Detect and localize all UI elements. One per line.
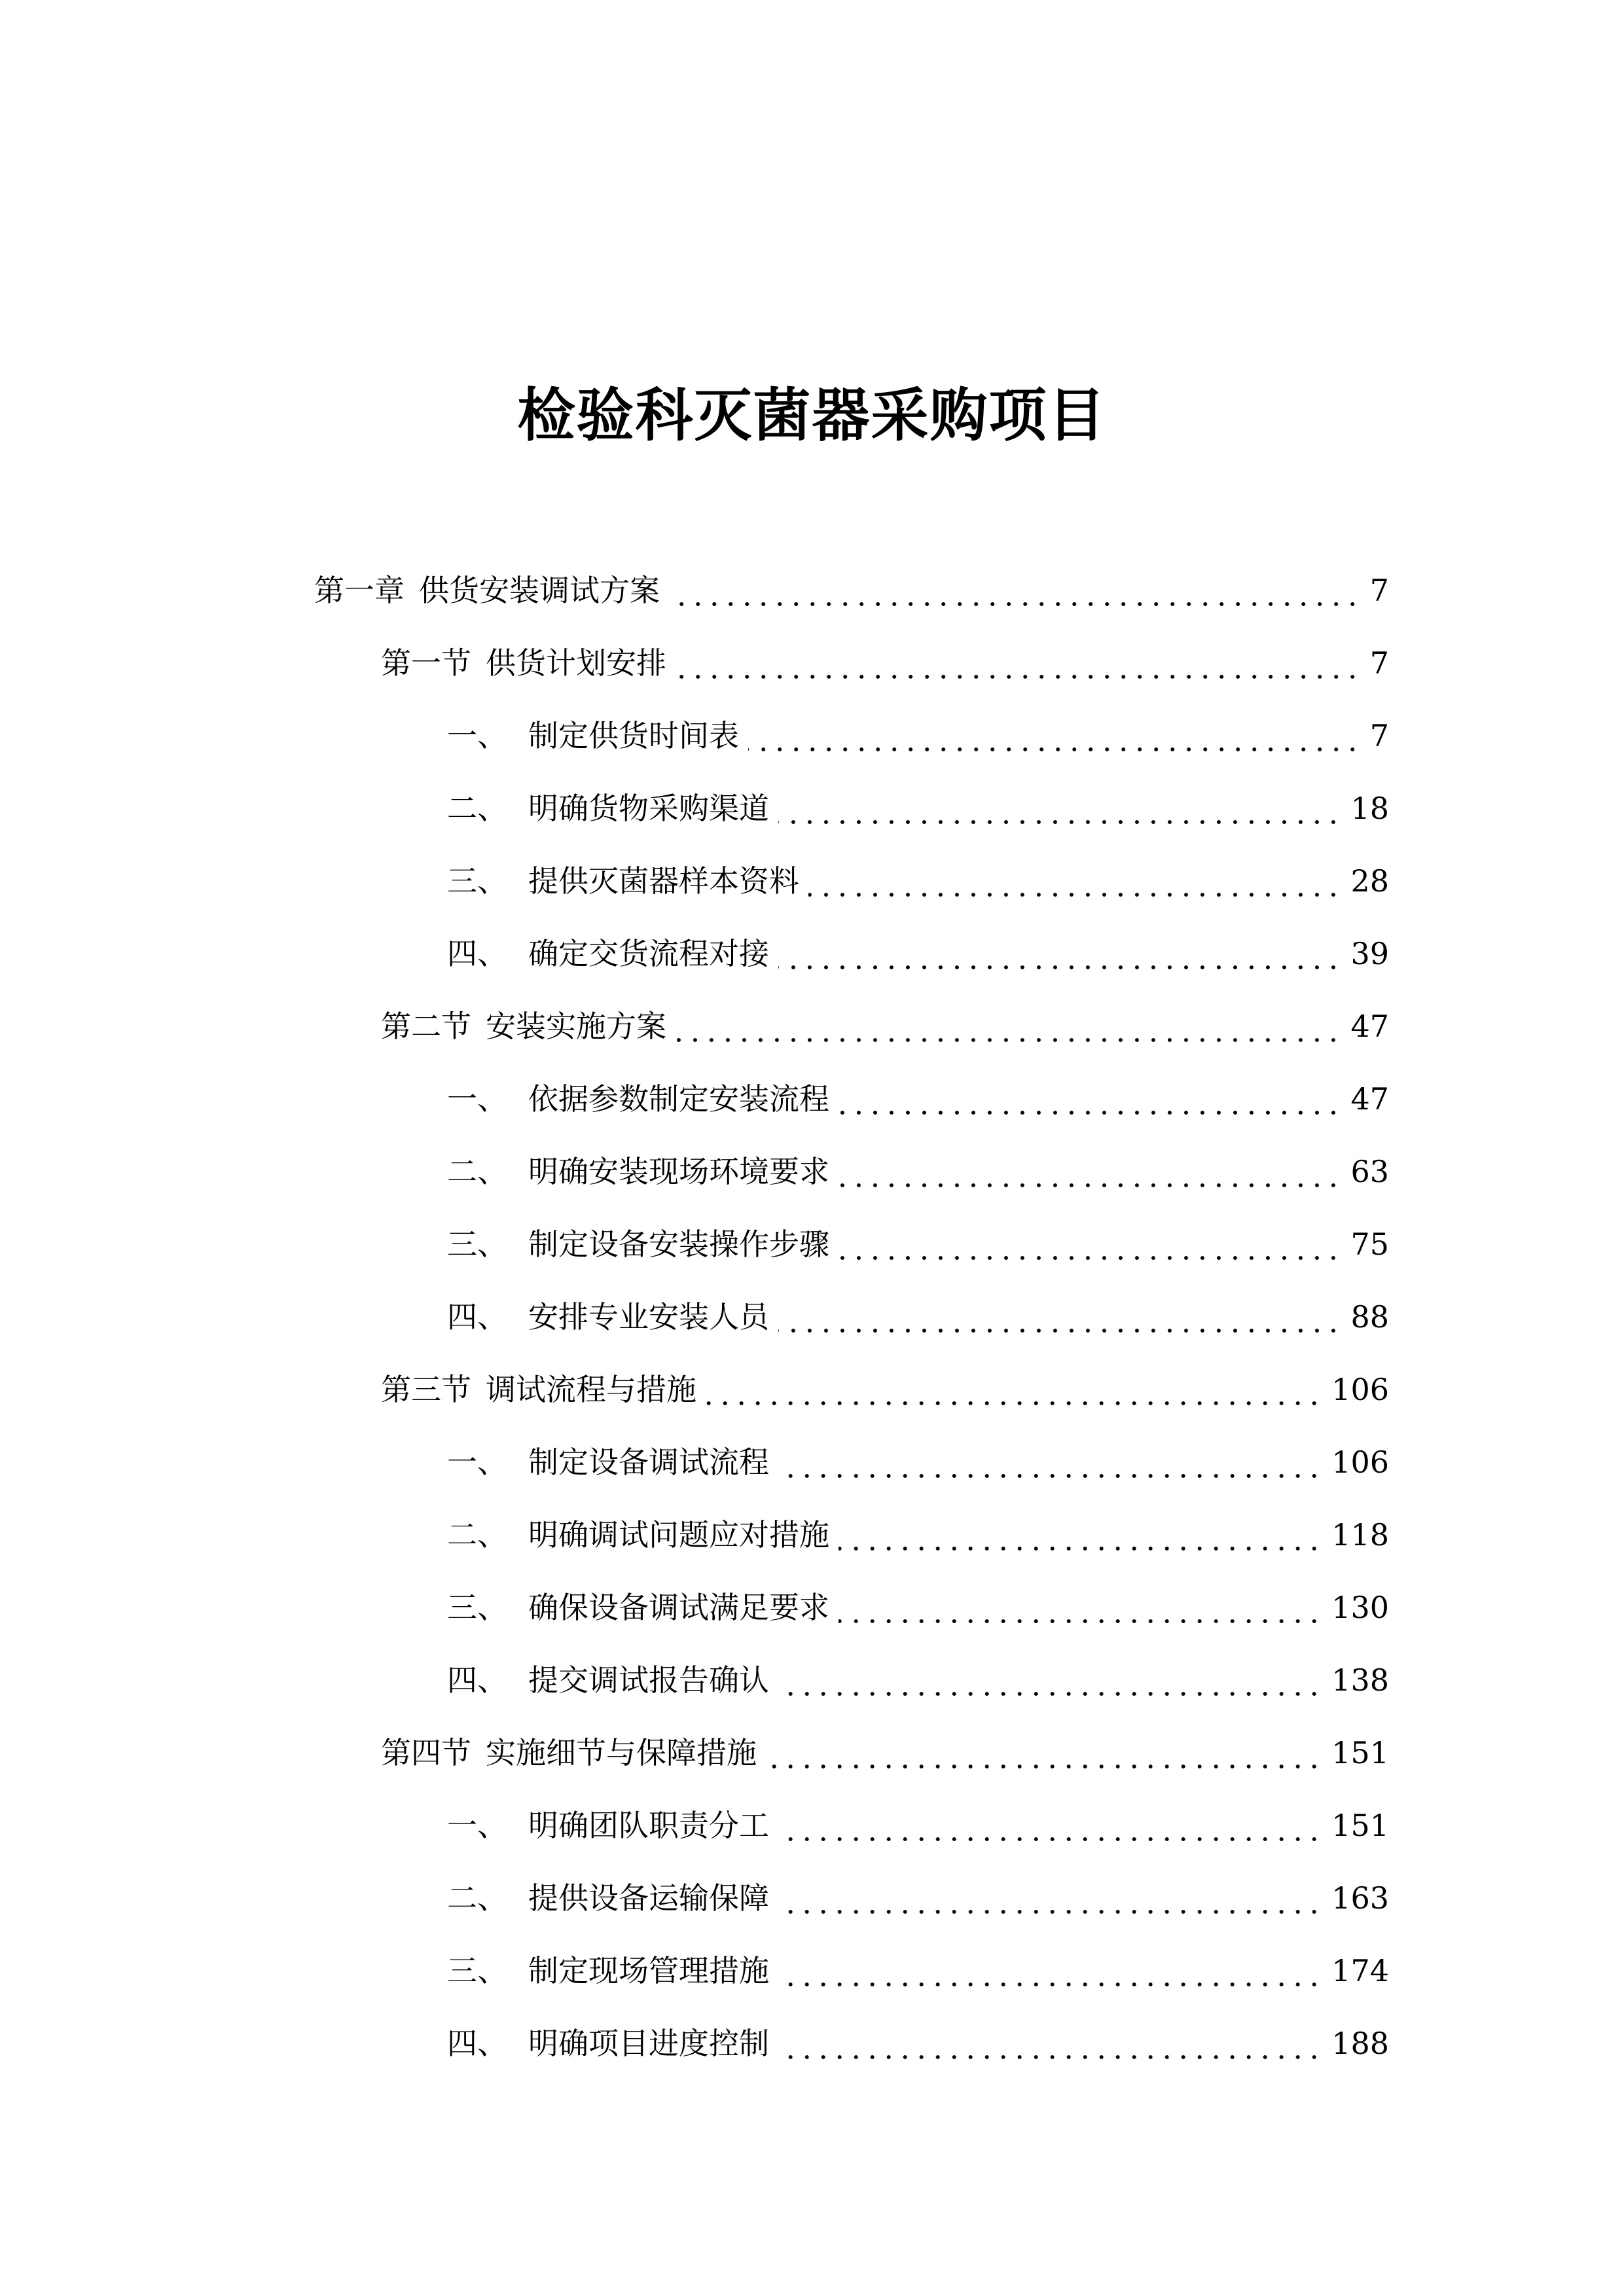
toc-entry-number: 第二节 [381,1009,471,1044]
toc-entry-label [447,918,769,990]
toc-entry-title: 实施细节与保障措施 [486,1735,757,1770]
dot-leader [839,1181,1341,1189]
toc-entry-page: 151 [1331,1735,1389,1770]
toc-entry-label [381,990,666,1063]
toc-entry[interactable] [314,1644,1389,1717]
toc-entry[interactable] [314,554,1389,627]
dot-leader [808,891,1341,899]
toc-entry-page: 39 [1350,936,1389,971]
toc-entry-page: 130 [1331,1590,1389,1625]
toc-entry-title: 明确项目进度控制 [528,2026,769,2061]
toc-entry[interactable] [314,990,1389,1063]
toc-entry-number: 三、 [447,1227,507,1262]
dot-leader [748,745,1361,753]
toc-entry-number: 三、 [447,1590,507,1625]
dot-leader [778,2053,1322,2061]
toc-entry-title: 明确货物采购渠道 [528,791,769,826]
toc-entry[interactable] [314,1789,1389,1862]
toc-entry-number: 三、 [447,863,507,899]
toc-entry-number: 二、 [447,1154,507,1189]
toc-entry-number: 第一节 [381,645,471,681]
dot-leader [839,1617,1322,1625]
toc-entry[interactable] [314,1208,1389,1281]
toc-entry-number: 四、 [447,1662,507,1698]
toc-entry-page: 75 [1350,1227,1389,1262]
toc-entry[interactable] [314,1717,1389,1789]
toc-entry-number: 二、 [447,791,507,826]
toc-entry-label [447,1499,829,1571]
toc-entry-number: 四、 [447,2026,507,2061]
toc-entry-label [381,1354,696,1426]
dot-leader [676,1036,1341,1044]
dot-leader [669,600,1361,608]
toc-entry[interactable] [314,627,1389,700]
toc-entry[interactable] [314,700,1389,772]
toc-entry-label [447,1136,829,1208]
toc-entry-page: 118 [1331,1517,1389,1552]
toc-entry-page: 106 [1331,1372,1389,1407]
toc-entry-page: 163 [1331,1880,1389,1916]
toc-entry[interactable] [314,1426,1389,1499]
dot-leader [778,963,1341,971]
toc-entry-label [447,2007,769,2080]
toc-entry-title: 供货计划安排 [486,645,666,681]
toc-entry-page: 188 [1331,2026,1389,2061]
toc-entry-number: 一、 [447,1081,507,1117]
toc-entry[interactable] [314,1935,1389,2007]
toc-entry-label [447,1063,829,1136]
toc-entry-title: 依据参数制定安装流程 [528,1081,829,1117]
toc-entry[interactable] [314,1862,1389,1935]
dot-leader [839,1545,1322,1552]
toc-entry[interactable] [314,1354,1389,1426]
toc-entry-number: 四、 [447,936,507,971]
dot-leader [778,1981,1322,1988]
toc-entry[interactable] [314,1571,1389,1644]
document-title: 检验科灭菌器采购项目 [517,380,1107,449]
toc-entry[interactable] [314,772,1389,845]
toc-entry-page: 174 [1331,1953,1389,1988]
toc-entry-title: 制定现场管理措施 [528,1953,769,1988]
dot-leader [839,1254,1341,1262]
toc-entry-page: 7 [1369,718,1389,753]
toc-entry[interactable] [314,1136,1389,1208]
toc-entry-label [447,1789,769,1862]
toc-entry-title: 确保设备调试满足要求 [528,1590,829,1625]
toc-entry-label [447,1862,769,1935]
toc-entry[interactable] [314,1499,1389,1571]
toc-entry-page: 151 [1331,1808,1389,1843]
toc-entry-number: 第三节 [381,1372,471,1407]
toc-entry[interactable] [314,2007,1389,2080]
toc-entry-title: 调试流程与措施 [486,1372,696,1407]
toc-entry-page: 47 [1350,1081,1389,1117]
toc-entry-title: 提供设备运输保障 [528,1880,769,1916]
dot-leader [778,818,1341,826]
toc-entry-title: 明确安装现场环境要求 [528,1154,829,1189]
toc-entry-label [447,1281,769,1354]
toc-entry-page: 7 [1369,573,1389,608]
dot-leader [778,1908,1322,1916]
toc-entry-label [447,1571,829,1644]
toc-entry-page: 28 [1350,863,1389,899]
toc-entry-label [381,1717,757,1789]
toc-entry-title: 安装实施方案 [486,1009,666,1044]
toc-entry-number: 二、 [447,1880,507,1916]
toc-entry-title: 确定交货流程对接 [528,936,769,971]
dot-leader [778,1327,1341,1335]
toc-entry-label [447,1644,769,1717]
toc-entry-number: 第一章 [314,573,405,608]
toc-entry-title: 提交调试报告确认 [528,1662,769,1698]
toc-entry-number: 四、 [447,1299,507,1335]
toc-entry-label [447,772,769,845]
toc-entry-page: 18 [1350,791,1389,826]
toc-entry-number: 一、 [447,1808,507,1843]
toc-entry-title: 制定设备安装操作步骤 [528,1227,829,1262]
toc-entry-label [447,1426,769,1499]
dot-leader [706,1399,1322,1407]
toc-entry-title: 制定供货时间表 [528,718,739,753]
table-of-contents [314,554,1389,2080]
toc-entry-label [314,554,660,627]
toc-entry[interactable] [314,1063,1389,1136]
toc-entry-label [447,845,799,918]
toc-entry-page: 88 [1350,1299,1389,1335]
toc-entry-title: 制定设备调试流程 [528,1444,769,1480]
toc-entry-title: 提供灭菌器样本资料 [528,863,799,899]
toc-entry-title: 明确团队职责分工 [528,1808,769,1843]
toc-entry-page: 47 [1350,1009,1389,1044]
toc-entry-title: 安排专业安装人员 [528,1299,769,1335]
toc-entry-number: 三、 [447,1953,507,1988]
toc-entry[interactable] [314,1281,1389,1354]
toc-entry-page: 7 [1369,645,1389,681]
toc-entry-title: 供货安装调试方案 [419,573,660,608]
dot-leader [839,1109,1341,1117]
toc-entry[interactable] [314,845,1389,918]
toc-entry-label [381,627,666,700]
toc-entry[interactable] [314,918,1389,990]
toc-entry-number: 一、 [447,718,507,753]
toc-entry-page: 138 [1331,1662,1389,1698]
toc-entry-label [447,1935,769,2007]
toc-entry-label [447,1208,829,1281]
dot-leader [766,1763,1322,1770]
toc-entry-title: 明确调试问题应对措施 [528,1517,829,1552]
dot-leader [778,1690,1322,1698]
dot-leader [676,673,1361,681]
toc-entry-label [447,700,739,772]
dot-leader [778,1835,1322,1843]
toc-entry-page: 106 [1331,1444,1389,1480]
toc-entry-page: 63 [1350,1154,1389,1189]
toc-entry-number: 二、 [447,1517,507,1552]
dot-leader [778,1472,1322,1480]
toc-entry-number: 一、 [447,1444,507,1480]
toc-entry-number: 第四节 [381,1735,471,1770]
